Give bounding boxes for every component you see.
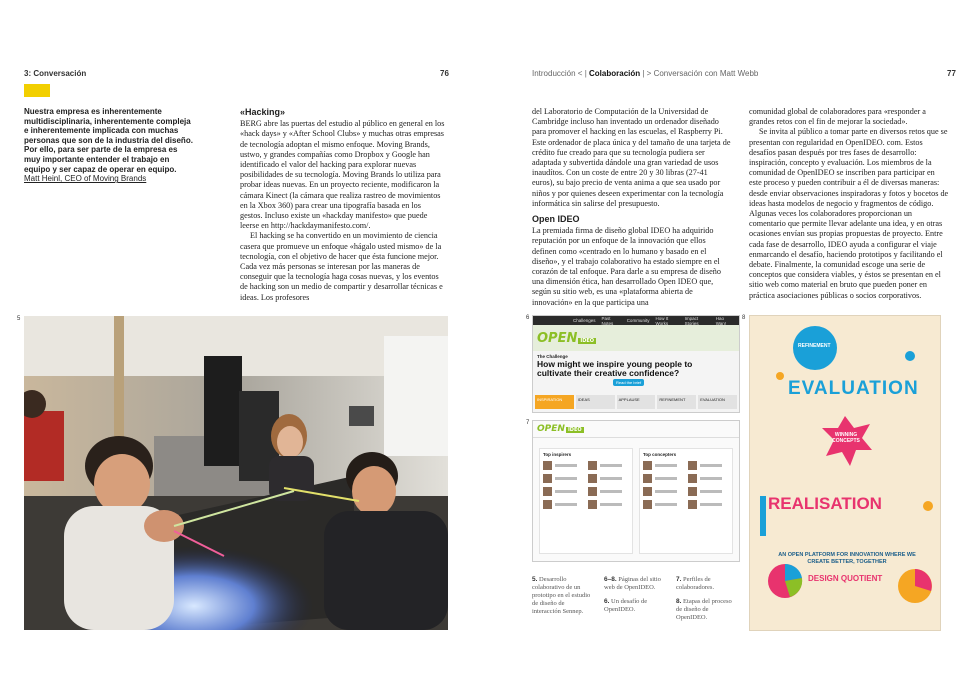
nav-item: Challenges bbox=[573, 318, 596, 323]
community-paragraph: comunidad global de colaboradores para «responder a grandes retos con el fin de mejorar la sociedad». bbox=[749, 107, 926, 127]
hacking-column bbox=[240, 107, 445, 303]
profile-entry bbox=[688, 461, 729, 470]
figure-number-7: 7 bbox=[526, 420, 530, 426]
caption-num: 7. bbox=[676, 576, 682, 583]
open-logo bbox=[537, 424, 584, 434]
profile-entry bbox=[543, 461, 584, 470]
quote-author: Matt Heinl, CEO of Moving Brands bbox=[24, 174, 147, 184]
profile-entry bbox=[543, 487, 584, 496]
openideo-challenge-screenshot bbox=[532, 315, 740, 413]
profile-entry bbox=[588, 461, 629, 470]
caption-6-8 bbox=[604, 576, 666, 614]
caption-num: 6–8. bbox=[604, 576, 617, 583]
site-banner bbox=[533, 325, 739, 351]
phase-item: INSPIRATION bbox=[535, 395, 574, 409]
figure-number-8: 8 bbox=[742, 315, 746, 321]
avatar bbox=[688, 500, 697, 509]
prototype-photo bbox=[24, 316, 448, 630]
breadcrumb bbox=[532, 69, 758, 78]
logo-text: OPEN bbox=[537, 330, 578, 346]
challenge-headline: How might we inspire young people to cultivate their creative confidence? bbox=[537, 359, 693, 378]
profile-entry bbox=[543, 474, 584, 483]
avatar bbox=[543, 487, 552, 496]
avatar bbox=[643, 474, 652, 483]
caption-num: 6. bbox=[604, 598, 610, 605]
pull-quote-text: Nuestra empresa es inherentemente multidisciplinaria, inherentemente compleja e inherentemente implicada con muchas personas que son de la industria del diseño. Por ello, para ser parte de la empresa es muy importante entender el trabajo en equipo y ser capaz de operar en equipo. bbox=[24, 107, 193, 174]
section-title: 3: Conversación bbox=[24, 69, 87, 78]
open-logo bbox=[537, 331, 596, 346]
open-ideo-paragraph: La premiada firma de diseño global IDEO ha adquirido reputación por un enfoque de la innovación que ellos definen como «centrado en lo humano y basado en el diseño», y el trabajo colaborativo ha estado siempre en el corazón de tal enfoque. Para darle a su empresa de diseño una dimensión ética, han desarrollado Open IDEO que, según su sitio web, es una «plataforma abierta de innovación» en la que participa una bbox=[532, 226, 721, 307]
profile-entry bbox=[588, 500, 629, 509]
figure-number-6: 6 bbox=[526, 315, 530, 321]
poster-winning: WINNING CONCEPTS bbox=[832, 432, 860, 444]
caption-5 bbox=[532, 576, 594, 616]
avatar bbox=[688, 474, 697, 483]
poster-platform: AN OPEN PLATFORM FOR INNOVATION WHERE WE CREATE BETTER, TOGETHER bbox=[778, 552, 916, 565]
avatar bbox=[688, 461, 697, 470]
poster-refinement: REFINEMENT bbox=[798, 343, 831, 349]
nav-item: Past Notes bbox=[601, 315, 614, 326]
accent-bar bbox=[24, 84, 50, 97]
poster-evaluation: EVALUATION bbox=[788, 378, 919, 399]
page-number-right: 77 bbox=[947, 69, 956, 78]
openideo-process-poster bbox=[749, 315, 941, 631]
profile-entry bbox=[688, 474, 729, 483]
caption-7-8 bbox=[676, 576, 738, 622]
caption-text: Etapas del proceso de diseño de OpenIDEO. bbox=[676, 598, 732, 621]
right-column-2 bbox=[749, 107, 949, 301]
profile-entry bbox=[643, 461, 684, 470]
phase-item: IDEAS bbox=[576, 395, 615, 409]
breadcrumb-rest: | > Conversación con Matt Webb bbox=[642, 69, 759, 78]
hacking-paragraph-1: BERG abre las puertas del estudio al público en general en los «hack days» y «After School Clubs» y muchas otras empresas de tecnología adoptan el mismo enfoque. Moving Brands, ustwo, y grandes compañías como Dropbox y Google han identificado el valor del hacking para explorar nuevas posibilidades de su tecnología. Moving Brands lo utiliza para probar ideas nuevas. En un proyecto reciente, modificaron la cámara Kinect (la cámara que realiza rastreo de movimientos en la Xbox 360) para crear una tipografía basada en los gestos. Incluso existe un «hackday manifesto» que puede leerse en http://hackdaymanifesto.com/. bbox=[240, 119, 445, 231]
top-inspirers-title: Top inspirers bbox=[543, 452, 572, 457]
profile-entry bbox=[588, 474, 629, 483]
right-column-1 bbox=[532, 107, 732, 308]
avatar bbox=[643, 461, 652, 470]
top-concepters-panel bbox=[639, 448, 733, 554]
raspberry-paragraph: del Laboratorio de Computación de la Universidad de Cambridge incluso han inventado un ordenador diseñado para promover el hacking en las escuelas, el Raspberry Pi. Este ordenador de placa única y del tamaño de una tarjeta de crédito fue creado para que su tecnología pudiera ser adaptada y subvertida dándole una gran variedad de usos inaudítos. Con un coste de entre 20 y 30 libras (27-41 euros), su bajo precio de venta anima a que sea usado por niños y por quienes deseen experimentar con la tecnología informática sin salirse del presupuesto. bbox=[532, 107, 731, 208]
phase-item: REFINEMENT bbox=[657, 395, 696, 409]
caption-num: 5. bbox=[532, 576, 538, 583]
avatar bbox=[588, 461, 597, 470]
profile-entry bbox=[588, 487, 629, 496]
challenge-label: The Challenge bbox=[537, 354, 568, 359]
profile-entry bbox=[543, 500, 584, 509]
top-concepters-title: Top concepters bbox=[643, 452, 677, 457]
phase-item: EVALUATION bbox=[698, 395, 737, 409]
poster-quotient: DESIGN QUOTIENT bbox=[808, 574, 883, 583]
logo-ideo: IDEO bbox=[567, 427, 582, 433]
nav-item: Community bbox=[626, 318, 650, 323]
profile-entry bbox=[688, 500, 729, 509]
avatar bbox=[643, 487, 652, 496]
hacking-heading: «Hacking» bbox=[240, 107, 286, 117]
profile-entry bbox=[643, 487, 684, 496]
logo-ideo: IDEO bbox=[580, 337, 595, 344]
phase-item: APPLAUSE bbox=[617, 395, 656, 409]
open-ideo-heading: Open IDEO bbox=[532, 214, 580, 225]
avatar bbox=[588, 500, 597, 509]
phase-bar bbox=[535, 395, 737, 409]
breadcrumb-current: Colaboración bbox=[589, 69, 641, 78]
page-number-left: 76 bbox=[440, 69, 449, 78]
avatar bbox=[588, 474, 597, 483]
avatar bbox=[643, 500, 652, 509]
top-inspirers-panel bbox=[539, 448, 633, 554]
avatar bbox=[543, 474, 552, 483]
poster-realisation: REALISATION bbox=[768, 494, 882, 513]
caption-text: Páginas del sitio web de OpenIDEO. bbox=[604, 576, 661, 591]
caption-text: Desarrollo colaborativo de un prototipo en el estudio de diseño de interacción Sennep. bbox=[532, 576, 591, 615]
photo-illustration bbox=[24, 316, 448, 630]
user-name: Hao Wan! bbox=[715, 315, 727, 326]
hacking-paragraph-2: El hacking se ha convertido en un movimiento de ciencia casera que promueve un enfoque «hágalo usted mismo» de la tecnología, con el objetivo de hacer que ésta funcione mejor. Cada vez más personas se interesan por las maneras de conseguir que la tecnología haga cosas nuevas, y los eventos de hacking son un medio de compartir y desarrollar técnicas e ideas. Los profesores bbox=[240, 231, 443, 302]
caption-text: Un desafío de OpenIDEO. bbox=[604, 598, 648, 613]
site-nav bbox=[533, 316, 739, 325]
profiles-header bbox=[533, 421, 739, 438]
nav-item: Impact Stories bbox=[684, 315, 699, 326]
avatar bbox=[688, 487, 697, 496]
pull-quote bbox=[24, 107, 194, 184]
logo-text: OPEN bbox=[537, 424, 565, 434]
avatar bbox=[543, 500, 552, 509]
phases-paragraph: Se invita al público a tomar parte en diversos retos que se presentan con regularidad en OpenIDEO. com. Estos desafíos pasan después por tres fases de desarrollo: inspiración, concepto y evaluación. Los miembros de la comunidad de OpenIDEO se inscriben para participar en este proceso y pueden contribuir a él de diversas maneras: desde enviar observaciones inspiradoras y fotos y bocetos de ideas hasta modelos de negocio y fragmentos de código. Algunas veces los colaboradores proporcionan un comentario que permite llevar adelante una idea, y en otras ocasiones envían sus propias propuestas de proyecto. Entre cada fase de desarrollo, IDEO ayuda a configurar el viaje enmarcando el desafío, haciendo prototipos y facilitando el debate. Finalmente, la comunidad escoge una serie de conceptos que considera viables, y éstos se presentan en el sitio web como material en bruto que pueden poner en práctica asociaciones públicas o socios corporativos. bbox=[749, 127, 949, 300]
avatar bbox=[588, 487, 597, 496]
caption-text: Perfiles de colaboradores. bbox=[676, 576, 715, 591]
figure-number-5: 5 bbox=[17, 316, 21, 322]
brief-button: Read the brief bbox=[613, 379, 644, 386]
avatar bbox=[543, 461, 552, 470]
breadcrumb-intro: Introducción < | bbox=[532, 69, 587, 78]
nav-item: How It Works bbox=[655, 315, 669, 326]
profile-entry bbox=[688, 487, 729, 496]
caption-num: 8. bbox=[676, 598, 682, 605]
openideo-profiles-screenshot bbox=[532, 420, 740, 562]
profile-entry bbox=[643, 474, 684, 483]
profile-entry bbox=[643, 500, 684, 509]
